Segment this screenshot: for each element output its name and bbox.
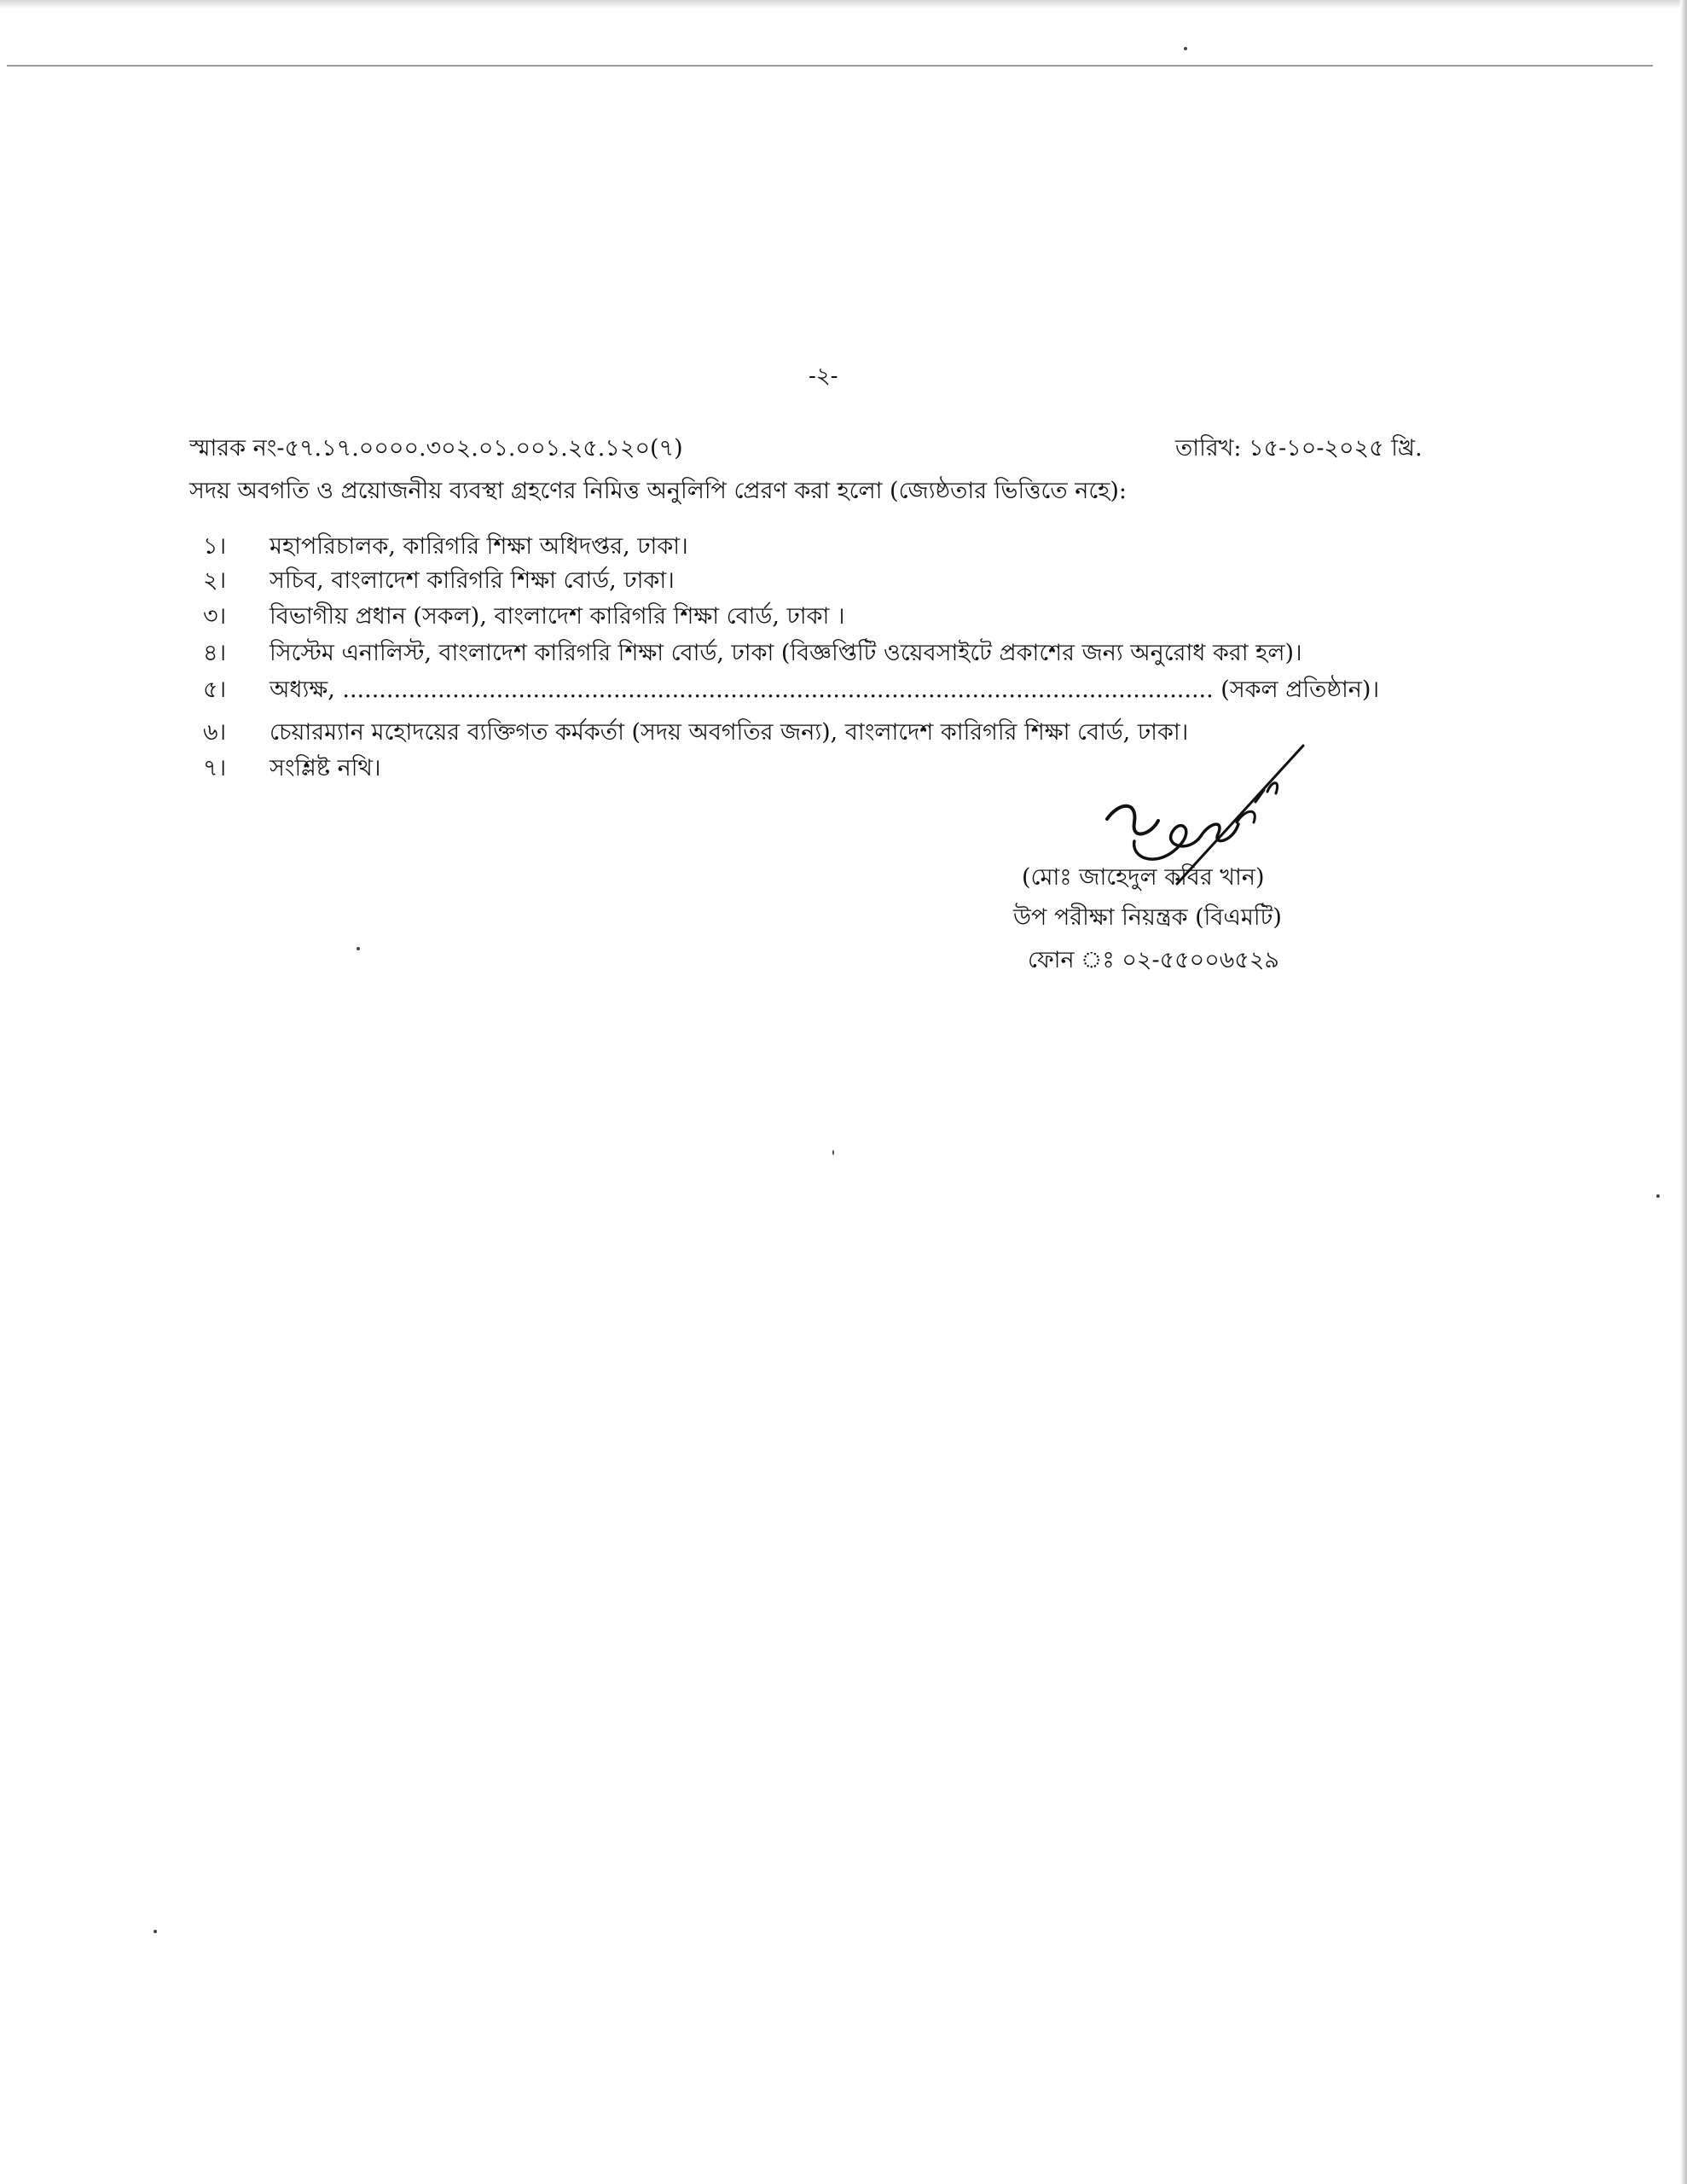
scan-line bbox=[7, 65, 1653, 67]
scan-edge-top bbox=[0, 0, 1687, 9]
memo-number: স্মারক নং-৫৭.১৭.০০০০.৩০২.০১.০০১.২৫.১২০(৭) bbox=[189, 435, 683, 462]
list-item-number: ৭। bbox=[203, 755, 227, 781]
list-item-number: ১। bbox=[203, 533, 227, 560]
list-item-text: অধ্যক্ষ, ....................................................................................................................... (সকল প্রতিষ্ঠান)। bbox=[270, 677, 1380, 703]
list-item-number: ৪। bbox=[203, 640, 227, 666]
page-number: -২- bbox=[809, 363, 838, 389]
list-item-number: ৬। bbox=[203, 719, 227, 746]
scan-speck bbox=[1656, 1194, 1660, 1198]
memo-date: তারিখ: ১৫-১০-২০২৫ খ্রি. bbox=[1175, 435, 1423, 462]
list-item-text: বিভাগীয় প্রধান (সকল), বাংলাদেশ কারিগরি শিক্ষা বোর্ড, ঢাকা । bbox=[270, 603, 845, 630]
list-item-number: ৫। bbox=[203, 677, 227, 703]
scan-speck bbox=[832, 1150, 834, 1155]
list-item-text: চেয়ারম্যান মহোদয়ের ব্যক্তিগত কর্মকর্তা (সদয় অবগতির জন্য), বাংলাদেশ কারিগরি শিক্ষা বোর্ড, ঢাকা। bbox=[270, 719, 1189, 746]
signatory-phone: ফোন ঃ ০২-৫৫০০৬৫২৯ bbox=[1028, 947, 1279, 973]
list-item-text: সংশ্লিষ্ট নথি। bbox=[270, 755, 381, 781]
signatory-title: উপ পরীক্ষা নিয়ন্ত্রক (বিএমটি) bbox=[1013, 904, 1282, 931]
list-item-number: ৩। bbox=[203, 603, 227, 630]
list-item-number: ২। bbox=[203, 567, 227, 594]
scan-speck bbox=[357, 947, 360, 950]
signatory-name: (মোঃ জাহেদুল কবির খান) bbox=[1022, 864, 1265, 891]
list-item-text: সিস্টেম এনালিস্ট, বাংলাদেশ কারিগরি শিক্ষা বোর্ড, ঢাকা (বিজ্ঞপ্তিটি ওয়েবসাইটে প্রকাশের জন্য অনুরোধ করা হল)। bbox=[270, 640, 1302, 666]
distribution-intro: সদয় অবগতি ও প্রয়োজনীয় ব্যবস্থা গ্রহণের নিমিত্ত অনুলিপি প্রেরণ করা হলো (জ্যেষ্ঠতার ভিত্তিতে নহে): bbox=[189, 478, 1127, 504]
scan-speck bbox=[1184, 47, 1187, 50]
scan-speck bbox=[154, 1930, 157, 1933]
list-item-text: সচিব, বাংলাদেশ কারিগরি শিক্ষা বোর্ড, ঢাকা। bbox=[270, 567, 675, 594]
scan-edge-right bbox=[1680, 0, 1687, 2184]
list-item-text: মহাপরিচালক, কারিগরি শিক্ষা অধিদপ্তর, ঢাকা। bbox=[270, 533, 688, 560]
